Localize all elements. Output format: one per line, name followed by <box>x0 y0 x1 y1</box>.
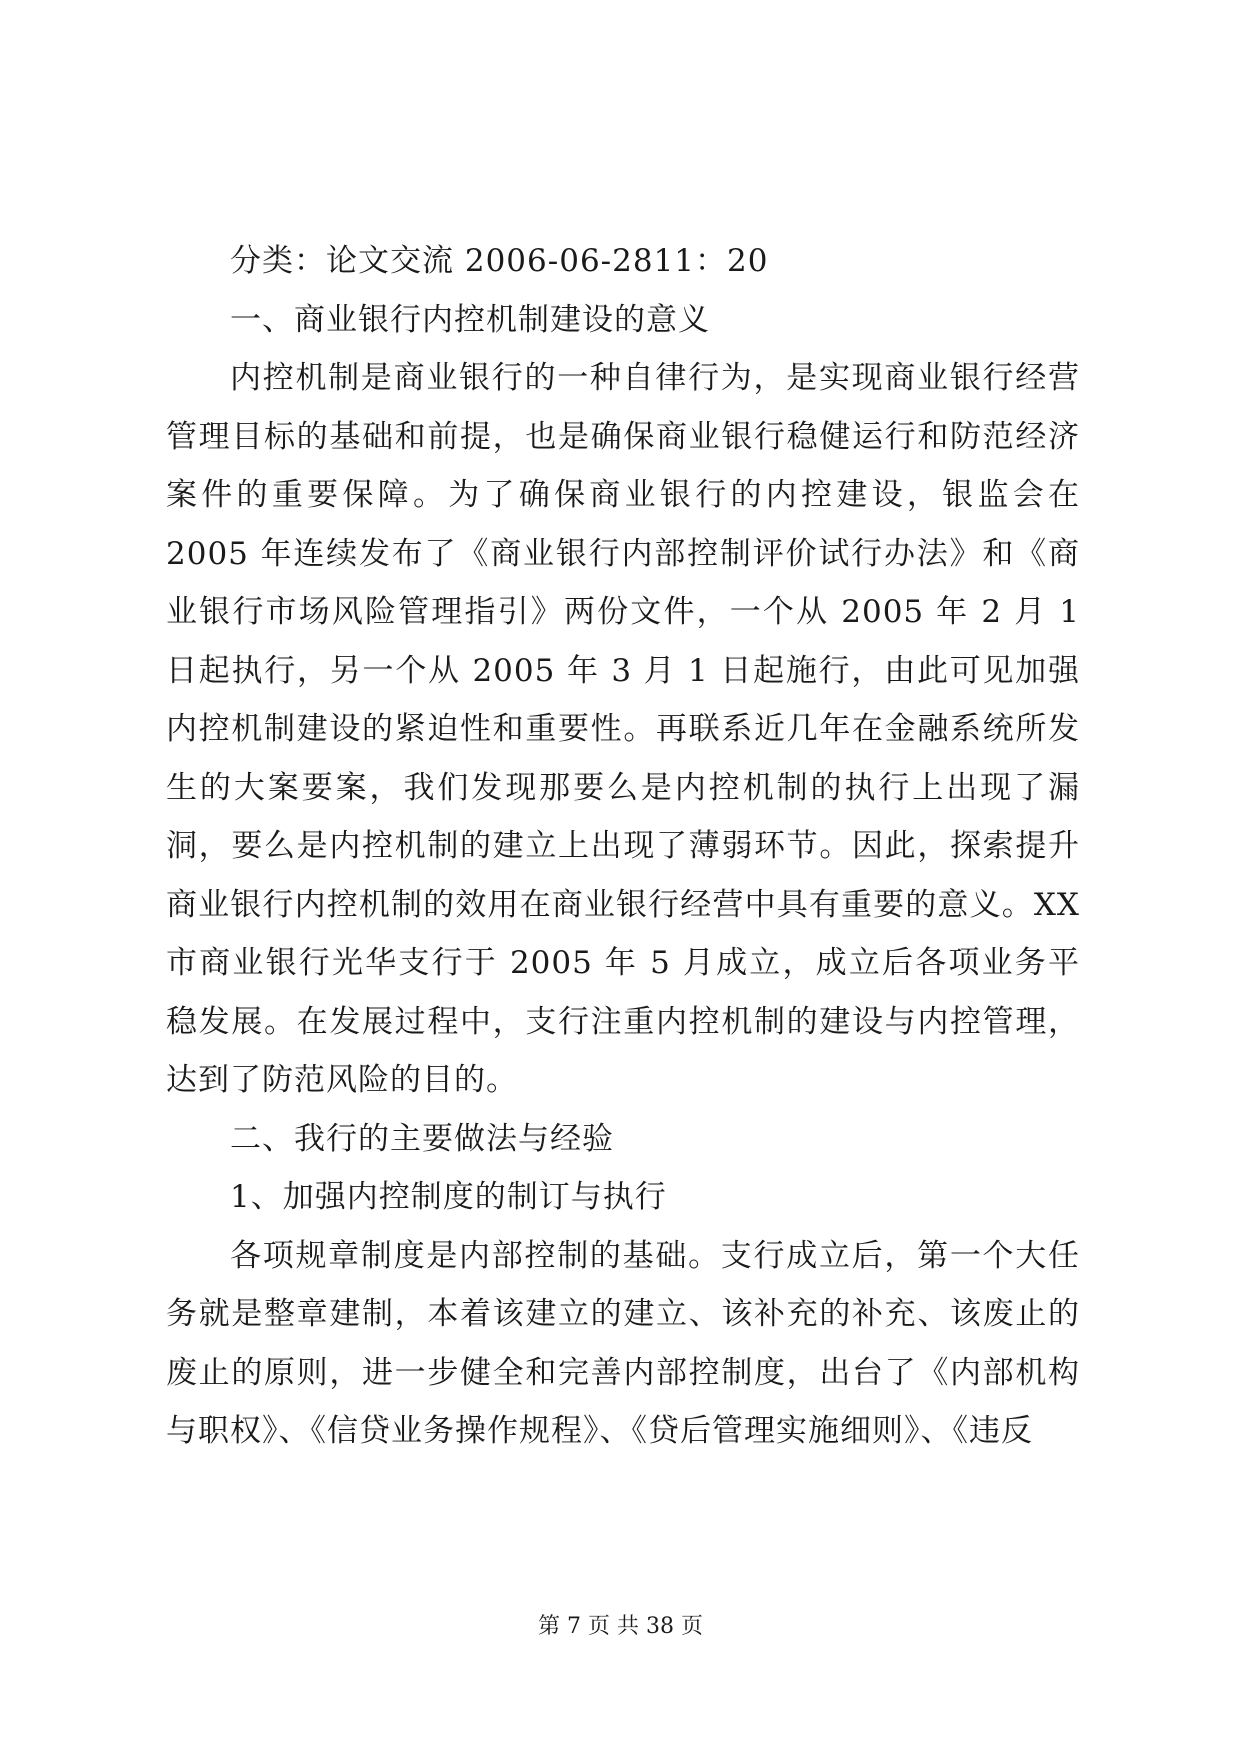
section-heading-1: 一、商业银行内控机制建设的意义 <box>230 301 710 338</box>
section-heading-2: 二、我行的主要做法与经验 <box>230 1120 614 1157</box>
page-number-footer: 第 7 页 共 38 页 <box>538 1614 703 1639</box>
body-paragraph-1: 内控机制是商业银行的一种自律行为，是实现商业银行经营管理目标的基础和前提，也是确保商业银行稳健运行和防范经济案件的重要保障。为了确保商业银行的内控建设，银监会在 2005 年连续发布了《商业银行内部控制评价试行办法》和《商业银行市场风险管理指引》两份文件，一个从 2005 年 2 月 1 日起执行，另一个从 2005 年 3 月 1 日起施行，由此可见加强内控机制建设的紧迫性和重要性。再联系近几年在金融系统所发生的大案要案，我们发现那要么是内控机制的执行上出现了漏洞，要么是内控机制的建立上出现了薄弱环节。因此，探索提升商业银行内控机制的效用在商业银行经营中具有重要的意义。XX 市商业银行光华支行于 2005 年 5 月成立，成立后各项业务平稳发展。在发展过程中，支行注重内控机制的建设与内控管理，达到了防范风险的目的。 <box>166 360 1080 1098</box>
body-paragraph-2: 各项规章制度是内部控制的基础。支行成立后，第一个大任务就是整章建制，本着该建立的建立、该补充的补充、该废止的废止的原则，进一步健全和完善内部控制度，出台了《内部机构与职权》、《信贷业务操作规程》、《贷后管理实施细则》、《违反 <box>166 1237 1080 1449</box>
category-date-line: 分类：论文交流 2006-06-2811：20 <box>230 243 769 279</box>
subsection-heading-1: 1、加强内控制度的制订与执行 <box>230 1179 667 1215</box>
document-body <box>166 232 1080 1461</box>
